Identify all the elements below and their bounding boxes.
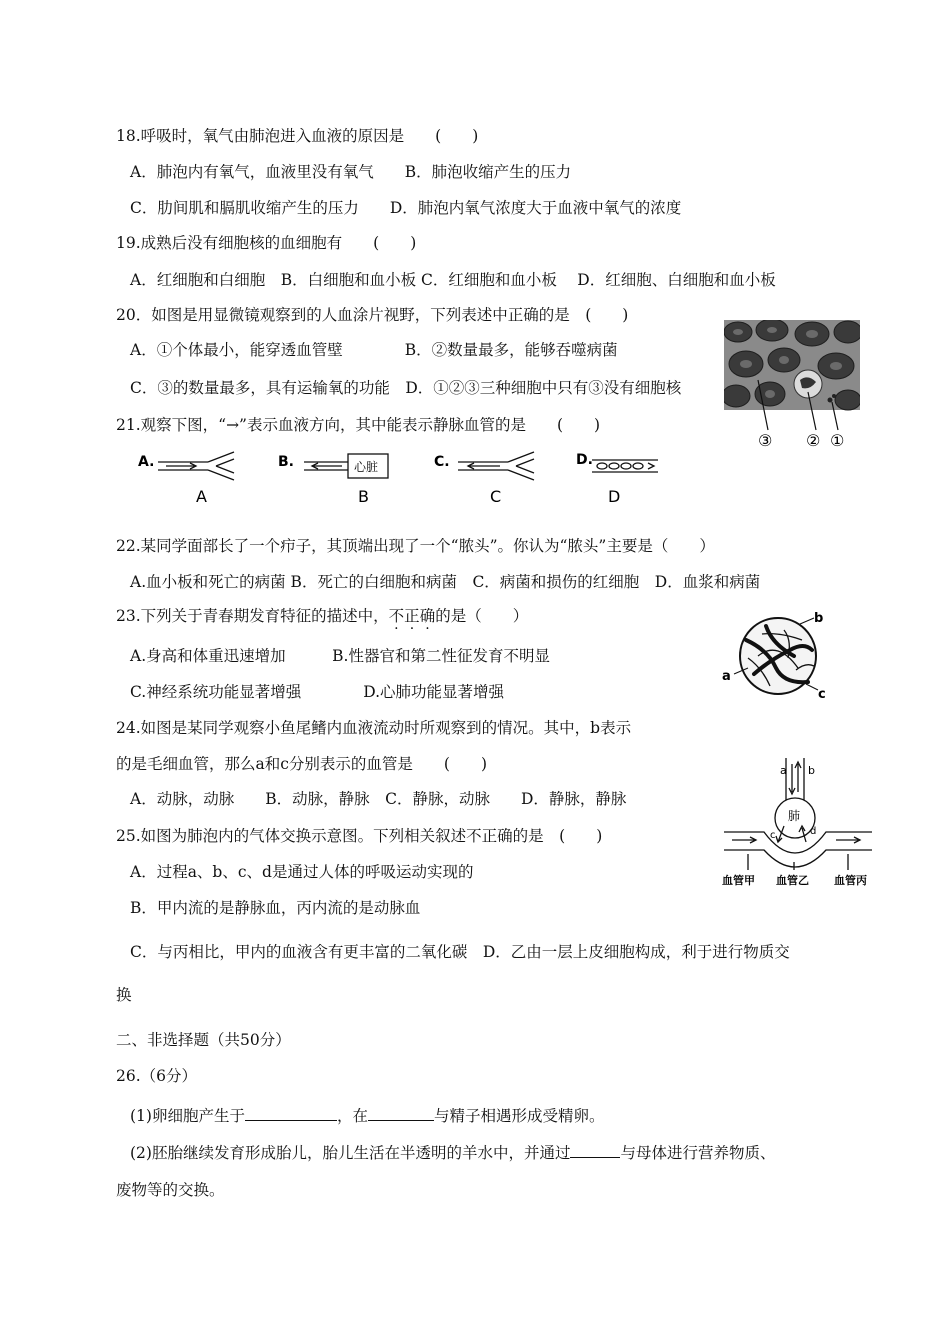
q20-options-ab: A．①个体最小，能穿透血管壁 B．②数量最多，能够吞噬病菌	[130, 341, 618, 359]
smear-label-1: ①	[830, 431, 845, 450]
q23-options-ab: A.身高和体重迅速增加 B.性器官和第二性征发育不明显	[130, 647, 550, 665]
alveolus-label-c: c	[770, 830, 776, 841]
alveolus-label-d: d	[810, 826, 817, 837]
vessel-yi-label: 血管乙	[776, 874, 809, 887]
section-2-title: 二、非选择题（共50分）	[116, 1031, 291, 1049]
fish-label-a: a	[722, 669, 731, 684]
alveolus-label-b: b	[808, 764, 815, 777]
q25-options-cd-cont: 换	[116, 986, 132, 1004]
vessel-tag-c: C.	[434, 454, 450, 470]
q18-options-ab: A．肺泡内有氧气，血液里没有氧气 B．肺泡收缩产生的压力	[130, 163, 572, 181]
vessel-caption-b: B	[358, 487, 369, 506]
vessel-jia-label: 血管甲	[722, 874, 755, 887]
vessel-tag-a: A.	[138, 454, 155, 470]
q24-options: A．动脉，动脉 B．动脉，静脉 C．静脉，动脉 D．静脉，静脉	[130, 790, 627, 808]
fish-label-b: b	[814, 611, 824, 626]
q23-stem: 23.下列关于青春期发育特征的描述中，不正确的是（ ）	[116, 607, 529, 625]
vessel-bing-label: 血管丙	[834, 874, 867, 887]
q19-options: A．红细胞和白细胞 B．白细胞和血小板 C．红细胞和血小板 D．红细胞、白细胞和血小板	[130, 271, 776, 289]
q19-stem: 19.成熟后没有细胞核的血细胞有 ( )	[116, 234, 417, 252]
q22-stem: 22.某同学面部长了一个疖子，其顶端出现了一个“脓头”。你认为“脓头”主要是（ ）	[116, 537, 715, 555]
answer-blank-1[interactable]	[245, 1104, 337, 1121]
q20-stem: 20．如图是用显微镜观察到的人血涂片视野，下列表述中正确的是 ( )	[116, 306, 629, 324]
q26-stem: 26.（6分）	[116, 1067, 198, 1085]
fish-label-c: c	[818, 687, 826, 702]
q25-stem: 25.如图为肺泡内的气体交换示意图。下列相关叙述不正确的是 ( )	[116, 827, 603, 845]
q24-stem-2: 的是毛细血管，那么a和c分别表示的血管是 ( )	[116, 755, 488, 773]
vessel-figures	[136, 450, 676, 508]
vessel-caption-a: A	[196, 487, 207, 506]
answer-blank-3[interactable]	[570, 1141, 620, 1158]
vessel-tag-d: D.	[576, 452, 593, 468]
q18-options-cd: C．肋间肌和膈肌收缩产生的压力 D．肺泡内氧气浓度大于血液中氧气的浓度	[130, 199, 682, 217]
vessel-caption-d: D	[608, 487, 621, 506]
answer-blank-2[interactable]	[368, 1104, 434, 1121]
q25-option-b: B．甲内流的是静脉血，丙内流的是动脉血	[130, 899, 421, 917]
q24-stem-1: 24.如图是某同学观察小鱼尾鳍内血液流动时所观察到的情况。其中，b表示	[116, 719, 632, 737]
q21-stem: 21.观察下图，“→”表示血液方向，其中能表示静脉血管的是 ( )	[116, 416, 601, 434]
q23-options-cd: C.神经系统功能显著增强 D.心肺功能显著增强	[130, 683, 505, 701]
vessel-caption-c: C	[490, 487, 502, 506]
q25-options-cd: C．与丙相比，甲内的血液含有更丰富的二氧化碳 D．乙由一层上皮细胞构成，利于进行物质交	[130, 943, 790, 961]
heart-box-label: 心脏	[354, 460, 379, 474]
alveolus-figure	[718, 754, 878, 890]
q20-options-cd: C．③的数量最多，具有运输氧的功能 D．①②③三种细胞中只有③没有细胞核	[130, 379, 682, 397]
vessel-tag-b: B.	[278, 454, 294, 470]
q22-options: A.血小板和死亡的病菌 B．死亡的白细胞和病菌 C．病菌和损伤的红细胞 D．血浆和病菌	[130, 573, 761, 591]
q25-option-a: A．过程a、b、c、d是通过人体的呼吸运动实现的	[130, 863, 474, 881]
alveolus-label-a: a	[780, 764, 787, 777]
alveolus-label-lung: 肺	[788, 809, 801, 823]
q26-part-2: (2)胚胎继续发育形成胎儿，胎儿生活在半透明的羊水中，并通过 与母体进行营养物质、	[130, 1141, 775, 1163]
q26-part-1: (1)卵细胞产生于 ，在 与精子相遇形成受精卵。	[130, 1104, 605, 1126]
smear-label-3: ③	[758, 431, 773, 450]
q26-part-2-cont: 废物等的交换。	[116, 1181, 225, 1199]
smear-label-2: ②	[806, 431, 821, 450]
fish-tail-figure	[718, 610, 834, 702]
q18-stem: 18.呼吸时，氧气由肺泡进入血液的原因是 ( )	[116, 127, 479, 145]
blood-smear-figure	[724, 320, 860, 450]
